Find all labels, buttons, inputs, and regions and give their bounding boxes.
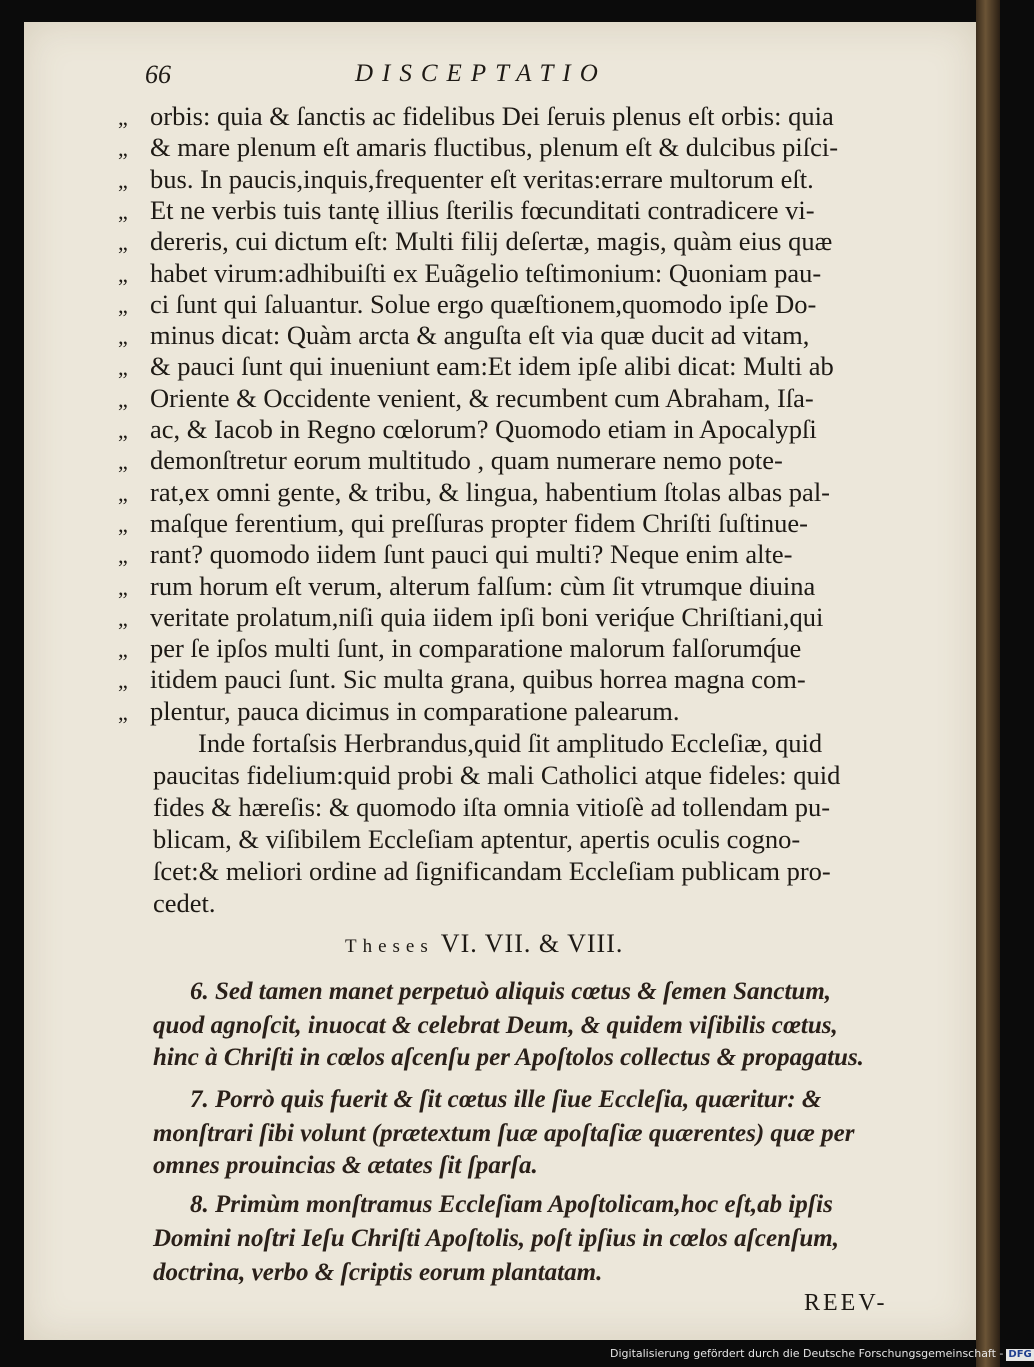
thesis-line: hinc à Chriſti in cœlos aſcenſu per Apoſtolos collectus & propagatus. <box>153 1044 864 1071</box>
thesis-line: monſtrari ſibi volunt (prætextum ſuæ apoſtaſiæ quærentes) quæ per <box>153 1120 855 1147</box>
quote-mark: „ <box>118 230 128 256</box>
quote-mark: „ <box>118 418 128 443</box>
text-line: & pauci ſunt qui inueniunt eam:Et idem ipſe alibi dicat: Multi ab <box>150 351 834 382</box>
quote-mark: „ <box>118 668 128 694</box>
quote-mark: „ <box>118 167 128 193</box>
text-line: orbis: quia & ſanctis ac fidelibus Dei ſeruis plenus eſt orbis: quia <box>150 101 834 131</box>
text-line: paucitas fidelium:quid probi & mali Catholici atque fideles: quid <box>153 760 841 790</box>
text-line: cedet. <box>153 888 216 918</box>
text-line: plentur, pauca dicimus in comparatione palearum. <box>150 695 680 726</box>
digitization-credit <box>610 1347 1034 1361</box>
text-line: dereris, cui dictum eſt: Multi filij deſertæ, magis, quàm eius quæ <box>150 226 833 257</box>
quote-mark: „ <box>118 605 128 631</box>
text-line: habet virum:adhibuiſti ex Euãgelio teſtimonium: Quoniam pau- <box>150 257 822 288</box>
text-line: blicam, & viſibilem Eccleſiam aptentur, apertis oculis cogno- <box>153 824 801 854</box>
thesis-line: omnes prouincias & ætates ſit ſparſa. <box>153 1152 538 1179</box>
text-line: veritate prolatum,niſi quia iidem ipſi boni veriq́ue Chriſtiani,qui <box>150 601 824 632</box>
quote-mark: „ <box>118 511 128 537</box>
text-line: ci ſunt qui ſaluantur. Solue ergo quæſtionem,quomodo ipſe Do- <box>150 288 817 319</box>
text-line: rant? quomodo iidem ſunt pauci qui multi? Neque enim alte- <box>150 539 793 570</box>
thesis-line: 6. Sed tamen manet perpetuò aliquis cœtus & ſemen Sanctum, <box>190 978 832 1005</box>
quote-mark: „ <box>118 637 128 663</box>
text-line: & mare plenum eſt amaris fluctibus, plenum eſt & dulcibus piſci- <box>150 132 839 163</box>
text-line: ac, & Iacob in Regno cœlorum? Quomodo etiam in Apocalypſi <box>150 414 817 444</box>
catchword: REEV- <box>804 1290 888 1316</box>
quote-mark: „ <box>118 105 128 130</box>
quote-mark: „ <box>118 480 128 506</box>
thesis-line: 7. Porrò quis fuerit & ſit cœtus ille ſiue Eccleſia, quæritur: & <box>190 1086 822 1113</box>
text-line: minus dicat: Quàm arcta & anguſta eſt via quæ ducit ad vitam, <box>150 320 810 351</box>
text-line: maſque ferentium, qui preſſuras propter fidem Chriſti ſuſtinue- <box>150 507 808 538</box>
heading-numbers: VI. VII. & VIII. <box>440 929 624 958</box>
book-binding-edge <box>976 0 1000 1367</box>
heading-smallcaps: Theses <box>345 936 434 957</box>
quote-mark: „ <box>118 261 128 287</box>
running-head: DISCEPTATIO <box>355 60 607 87</box>
text-line: Et ne verbis tuis tantę illius ſterilis fœcunditati contradicere vi- <box>150 194 815 225</box>
text-line: Inde fortaſsis Herbrandus,quid ſit amplitudo Eccleſiæ, quid <box>198 728 823 758</box>
thesis-line: doctrina, verbo & ſcriptis eorum plantatam. <box>153 1259 603 1286</box>
quote-mark: „ <box>118 699 128 725</box>
text-line: itidem pauci ſunt. Sic multa grana, quibus horrea magna com- <box>150 664 806 695</box>
quote-mark: „ <box>118 543 128 569</box>
text-line: ſcet:& meliori ordine ad ſignificandam Eccleſiam publicam pro- <box>153 856 831 886</box>
quote-mark: „ <box>118 574 128 600</box>
quote-mark: „ <box>118 292 128 318</box>
thesis-line: 8. Primùm monſtramus Eccleſiam Apoſtolicam,hoc eſt,ab ipſis <box>190 1191 833 1218</box>
text-line: per ſe ipſos multi ſunt, in comparatione malorum falſorumq́ue <box>150 633 802 664</box>
text-line: fides & hæreſis: & quomodo iſta omnia vitioſè ad tollendam pu- <box>153 792 831 822</box>
text-line: bus. In paucis,inquis,frequenter eſt veritas:errare multorum eſt. <box>150 163 814 194</box>
text-line: rat,ex omni gente, & tribu, & lingua, habentium ſtolas albas pal- <box>150 476 831 507</box>
quote-mark: „ <box>118 324 128 350</box>
text-line: demonſtretur eorum multitudo , quam numerare nemo pote- <box>150 445 783 476</box>
text-line: Oriente & Occidente venient, & recumbent cum Abraham, Iſa- <box>150 382 814 413</box>
page-number: 66 <box>145 60 171 89</box>
thesis-line: quod agnoſcit, inuocat & celebrat Deum, & quidem viſibilis cœtus, <box>153 1012 838 1039</box>
text-line: rum horum eſt verum, alterum falſum: cùm ſit vtrumque diuina <box>150 570 816 601</box>
thesis-line: Domini noſtri Ieſu Chriſti Apoſtolis, poſt ipſius in cœlos aſcenſum, <box>153 1225 839 1252</box>
quote-mark: „ <box>118 449 128 475</box>
quote-mark: „ <box>118 198 128 224</box>
dfg-logo: DFG <box>1008 1349 1032 1360</box>
quote-mark: „ <box>118 136 128 162</box>
credit-text: Digitalisierung gefördert durch die Deutsche Forschungsgemeinschaft - <box>610 1347 1004 1360</box>
quote-mark: „ <box>118 355 128 381</box>
section-heading <box>345 929 623 959</box>
quote-mark: „ <box>118 386 128 412</box>
